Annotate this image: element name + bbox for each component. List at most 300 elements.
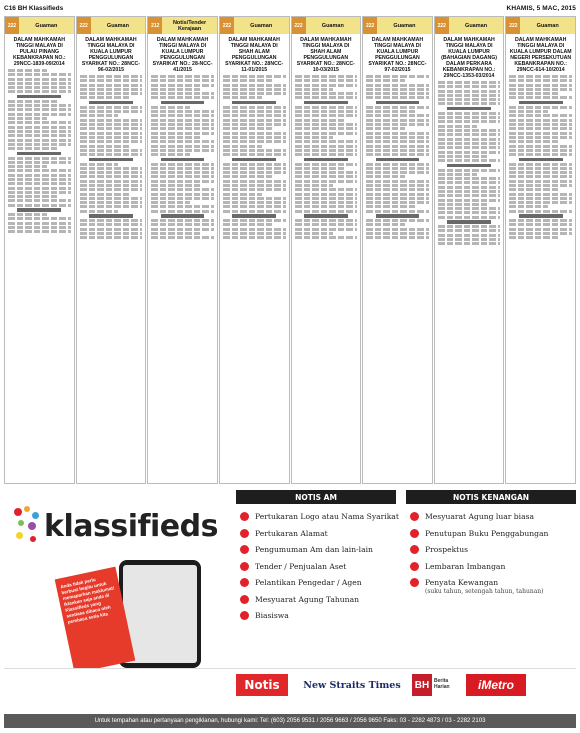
phone-illustration	[59, 560, 204, 670]
notice-text-line	[295, 123, 358, 126]
notice-title: DALAM MAHKAMAH TINGGI MALAYA DI KUALA LUMPUR PENGGULUNGAN SYARIKAT NO.: 28NCC-96-02/2015	[81, 37, 141, 73]
notice-text-line	[509, 201, 572, 204]
notice-text-line	[80, 92, 143, 95]
notice-text-line	[509, 197, 572, 200]
notice-text-line	[295, 136, 334, 139]
notice-text-line	[509, 171, 572, 174]
notice-text-line	[151, 88, 201, 91]
notice-text-line	[509, 149, 572, 152]
notice-text-line	[89, 214, 133, 217]
notice-text-line	[509, 236, 559, 239]
notice-text-line	[223, 175, 273, 178]
notice-text-line	[151, 149, 214, 152]
bullet-icon	[240, 595, 249, 604]
notice-text-line	[438, 94, 501, 97]
notice-text-line	[438, 102, 501, 105]
notice-text-line	[295, 219, 358, 222]
notice-text-line	[509, 232, 572, 235]
notice-text-line	[366, 145, 429, 148]
notice-text-line	[8, 199, 71, 202]
category-label: Guaman	[520, 17, 575, 34]
notice-text-line	[8, 174, 71, 177]
column-header	[435, 17, 504, 34]
bullet-icon	[240, 611, 249, 620]
notice-text-line	[509, 106, 572, 109]
notis-list	[240, 512, 400, 628]
page-header-date: KHAMIS, 5 MAC, 2015	[506, 5, 576, 12]
notice-text-line	[80, 184, 143, 187]
notice-text-line	[438, 216, 501, 219]
notice-text-line	[509, 163, 572, 166]
notice-text-line	[509, 228, 572, 231]
notice-text-line	[223, 228, 286, 231]
category-code: 222	[292, 17, 306, 34]
notice-text-line	[223, 232, 286, 235]
notice-text-line	[151, 153, 190, 156]
kenangan-list-item: Penutupan Buku Penggabungan	[410, 529, 576, 538]
notice-text-line	[509, 223, 572, 226]
notice-text-line	[151, 205, 214, 208]
notice-text-line	[151, 136, 201, 139]
notice-text-line	[80, 79, 143, 82]
notice-text-line	[8, 139, 71, 142]
notice-text-line	[438, 207, 501, 210]
notice-text-line	[366, 136, 429, 139]
notice-text-line	[438, 155, 488, 158]
notice-text-line	[438, 190, 501, 193]
notice-text-line	[438, 169, 501, 172]
contact-footer: Untuk tempahan atau pertanyaan pengiklanan, hubungi kami: Tel: (603) 2056 9531 / 2056 9663 / 2056 9650 Faks: 03 - 2282 4873 / 03 - 2282 2103	[4, 714, 576, 728]
notice-text-line	[509, 188, 559, 191]
notice-column	[291, 16, 362, 484]
notice-text-line	[151, 175, 214, 178]
notice-text-line	[80, 84, 143, 87]
notice-text-line	[295, 171, 358, 174]
notice-text-line	[366, 132, 429, 135]
notice-text-line	[366, 110, 416, 113]
notice-text-line	[438, 177, 501, 180]
notice-body	[5, 34, 74, 483]
notice-text-line	[366, 188, 429, 191]
notice-text-line	[438, 120, 501, 123]
notice-text-line	[223, 79, 273, 82]
notice-text	[295, 75, 358, 239]
category-code: 222	[435, 17, 449, 34]
column-header	[148, 17, 217, 34]
notice-text-line	[151, 84, 214, 87]
notice-text-line	[438, 138, 501, 141]
list-item-note: (suku tahun, setengah tahun, tahunan)	[425, 588, 544, 595]
notice-text-line	[509, 140, 559, 143]
notice-text-line	[151, 106, 190, 109]
notice-text-line	[151, 219, 214, 222]
brand-strip	[4, 668, 576, 708]
notice-text-line	[295, 232, 334, 235]
notice-body	[435, 34, 504, 483]
bullet-icon	[240, 562, 249, 571]
notice-text-line	[509, 180, 572, 183]
notice-text-line	[151, 75, 214, 78]
klassifieds-logo	[12, 502, 218, 550]
notice-title: DALAM MAHKAMAH TINGGI MALAYA DI KUALA LUMPUR PENGGULUNGAN SYARIKAT NO.: 28-NCC-41/2015	[152, 37, 213, 73]
notice-text-line	[295, 228, 358, 231]
notice-text	[80, 75, 143, 239]
column-header	[220, 17, 289, 34]
notice-text-line	[8, 191, 71, 194]
notice-text-line	[366, 163, 429, 166]
notis-list-item: Mesyuarat Agung Tahunan	[240, 595, 400, 604]
notice-text-line	[151, 114, 214, 117]
notice-text-line	[295, 193, 358, 196]
notice-text-line	[366, 201, 429, 204]
notice-text-line	[366, 232, 429, 235]
bullet-icon	[410, 545, 419, 554]
notice-title: DALAM MAHKAMAH TINGGI MALAYA DI SHAH ALAM PENGGULUNGAN SYARIKAT NO.: 28NCC-10-03/2015	[296, 37, 355, 73]
notice-text-line	[8, 230, 71, 233]
notice-text-line	[295, 184, 334, 187]
notice-text-line	[509, 84, 572, 87]
page-header	[4, 3, 576, 14]
notice-text-line	[438, 242, 501, 245]
notice-text-line	[8, 157, 71, 160]
notis-list-item: Pelantikan Pengedar / Agen	[240, 578, 400, 587]
notice-column	[362, 16, 433, 484]
notice-title: DALAM MAHKAMAH TINGGI MALAYA DI PULAU PINANG KEBANKRAPAN NO.: 29NCC-1839-09/2014	[12, 37, 66, 67]
notice-column	[505, 16, 576, 484]
metro-logo: iMetro	[466, 674, 526, 696]
notice-text-line	[8, 108, 71, 111]
notice-text-line	[8, 130, 71, 133]
notice-text-line	[509, 79, 572, 82]
notice-text-line	[509, 205, 548, 208]
notice-text-line	[295, 201, 358, 204]
notice-text-line	[89, 158, 133, 161]
notice-text-line	[438, 181, 501, 184]
notice-text-line	[304, 101, 348, 104]
notice-text-line	[151, 96, 214, 99]
notice-text-line	[232, 214, 276, 217]
notice-text-line	[151, 223, 214, 226]
notice-text-line	[438, 229, 501, 232]
notice-text-line	[223, 223, 273, 226]
notice-text-line	[509, 132, 572, 135]
category-label: Guaman	[306, 17, 361, 34]
notice-column	[219, 16, 290, 484]
notice-text-line	[438, 98, 501, 101]
notice-text-line	[223, 114, 286, 117]
notice-text-line	[295, 140, 358, 143]
notice-text-line	[366, 223, 405, 226]
notice-text-line	[151, 184, 201, 187]
notice-text-line	[151, 188, 214, 191]
notice-title: DALAM MAHKAMAH TINGGI MALAYA DI SHAH ALAM PENGGULUNGAN SYARIKAT NO.: 28NCC-11-01/2015	[225, 37, 284, 73]
notice-text-line	[366, 127, 405, 130]
notice-text	[366, 75, 429, 239]
notice-text-line	[509, 145, 572, 148]
notice-text-line	[223, 140, 286, 143]
notice-text-line	[366, 167, 429, 170]
notice-text-line	[509, 123, 572, 126]
notice-text-line	[151, 193, 214, 196]
notice-text-line	[295, 197, 358, 200]
notice-text-line	[8, 204, 71, 207]
notice-text-line	[438, 225, 501, 228]
notice-text-line	[223, 197, 286, 200]
notice-text-line	[151, 92, 214, 95]
notice-text-line	[509, 153, 572, 156]
notice-text-line	[295, 132, 358, 135]
notice-text-line	[366, 205, 416, 208]
notice-text-line	[80, 145, 130, 148]
notice-text-line	[151, 119, 214, 122]
column-header	[506, 17, 575, 34]
kenangan-list-item: Lembaran Imbangan	[410, 562, 576, 571]
notice-text-line	[223, 163, 286, 166]
notice-text-line	[8, 178, 71, 181]
notice-text-line	[232, 101, 276, 104]
kenangan-list-item: Prospektus	[410, 545, 576, 554]
notice-text-line	[223, 149, 286, 152]
category-code: 222	[363, 17, 377, 34]
notice-text-line	[8, 182, 71, 185]
notice-text-line	[295, 167, 345, 170]
notice-text-line	[519, 214, 563, 217]
notice-text-line	[8, 147, 58, 150]
notice-text-line	[8, 134, 71, 137]
notice-text-line	[80, 171, 143, 174]
notice-text-line	[509, 110, 548, 113]
kenangan-list	[410, 512, 576, 604]
notice-text-line	[161, 101, 205, 104]
bullet-icon	[240, 529, 249, 538]
category-label: Guaman	[19, 17, 74, 34]
notice-text-line	[223, 201, 286, 204]
notice-text	[8, 69, 71, 233]
notice-text-line	[438, 211, 501, 214]
notice-text-line	[223, 188, 286, 191]
notice-text-line	[8, 222, 71, 225]
notice-text-line	[438, 85, 501, 88]
notice-text-line	[438, 90, 501, 93]
notice-text-line	[80, 149, 143, 152]
notice-text-line	[295, 92, 358, 95]
notice-text-line	[366, 92, 429, 95]
notice-text-line	[438, 112, 501, 115]
notice-text-line	[366, 210, 429, 213]
notice-text-line	[8, 161, 71, 164]
nst-logo: New Straits Times	[303, 679, 401, 691]
notice-text-line	[89, 101, 133, 104]
notice-text-line	[8, 73, 71, 76]
bullet-icon	[240, 578, 249, 587]
notice-text-line	[8, 143, 71, 146]
notice-text-line	[80, 75, 143, 78]
notice-title: DALAM MAHKAMAH TINGGI MALAYA DI KUALA LUMPUR DALAM NEGERI PERSEKUTUAN KEBANKRAPAN NO.: 29NCC-614-10/2014	[509, 37, 572, 73]
notice-text-line	[80, 167, 143, 170]
category-label: Guaman	[449, 17, 504, 34]
notice-text-line	[80, 219, 143, 222]
notice-text-line	[366, 96, 429, 99]
notice-text-line	[295, 205, 358, 208]
notice-text-line	[509, 92, 559, 95]
notice-text-line	[80, 201, 143, 204]
notice-text-line	[376, 101, 420, 104]
notice-text-line	[438, 194, 501, 197]
notice-text-line	[80, 223, 143, 226]
notice-text-line	[80, 193, 130, 196]
notice-text-line	[366, 140, 429, 143]
notice-text-line	[151, 201, 190, 204]
notice-text-line	[223, 127, 273, 130]
bullet-icon	[240, 512, 249, 521]
notice-text-line	[80, 180, 143, 183]
column-header	[363, 17, 432, 34]
notice-text-line	[509, 167, 572, 170]
bullet-icon	[410, 562, 419, 571]
notice-text-line	[295, 75, 358, 78]
notice-text-line	[438, 146, 501, 149]
notice-text-line	[151, 180, 214, 183]
notice-text-line	[151, 197, 214, 200]
notice-text-line	[161, 158, 205, 161]
category-code: 222	[506, 17, 520, 34]
notice-text-line	[366, 228, 429, 231]
notis-kenangan-heading: NOTIS KENANGAN	[406, 490, 576, 504]
notice-text-line	[438, 142, 501, 145]
bullet-icon	[410, 578, 419, 587]
notice-text-line	[366, 197, 429, 200]
notice-text-line	[8, 213, 47, 216]
notis-list-item: Pertukaran Alamat	[240, 529, 400, 538]
notice-text-line	[438, 133, 501, 136]
notice-text-line	[295, 127, 358, 130]
notice-text-line	[366, 171, 429, 174]
notice-text-line	[295, 210, 358, 213]
notice-text-line	[223, 136, 286, 139]
notice-text-line	[366, 175, 405, 178]
bh-wordmark: Berita Harian	[434, 678, 450, 690]
notice-text-line	[223, 132, 286, 135]
notice-text-line	[8, 113, 71, 116]
notice-text-line	[295, 149, 358, 152]
notice-text-line	[519, 101, 563, 104]
category-label: Guaman	[377, 17, 432, 34]
notice-text-line	[223, 153, 286, 156]
notice-text-line	[17, 95, 61, 98]
notice-text-line	[376, 158, 420, 161]
notice-text-line	[366, 193, 429, 196]
notice-text-line	[366, 153, 429, 156]
notice-text-line	[295, 153, 358, 156]
category-code: 222	[5, 17, 19, 34]
notice-text-line	[223, 84, 286, 87]
notice-text-line	[8, 78, 71, 81]
notis-logo: Notis	[236, 674, 288, 696]
notice-text-line	[366, 106, 429, 109]
notice-text-line	[295, 175, 358, 178]
notice-text-line	[509, 119, 572, 122]
notice-text-line	[223, 106, 286, 109]
notice-text-line	[438, 203, 488, 206]
notice-text-line	[447, 220, 491, 223]
notice-body	[220, 34, 289, 483]
notice-text-line	[295, 223, 358, 226]
notice-text-line	[447, 164, 491, 167]
notice-text-line	[223, 110, 286, 113]
notice-text-line	[295, 96, 358, 99]
notice-text-line	[80, 140, 143, 143]
notice-text-line	[223, 219, 286, 222]
notice-text-line	[161, 214, 205, 217]
notice-text-line	[304, 158, 348, 161]
notis-list-item: Pengumuman Am dan lain-lain	[240, 545, 400, 554]
notice-text-line	[8, 86, 71, 89]
bullet-icon	[410, 512, 419, 521]
column-header	[77, 17, 146, 34]
notice-body	[506, 34, 575, 483]
notice-text-line	[366, 84, 429, 87]
promo-tag: Anda tidak perlu berbuat begitu untuk memaparkan maklumat! Iklankan saja anda di Klassifieds yang sentiasa dibaca oleh pembaca setia kita	[55, 567, 136, 674]
notice-text-line	[223, 193, 262, 196]
notice-text-line	[295, 188, 358, 191]
notice-text-line	[8, 104, 71, 107]
notice-text-line	[438, 125, 477, 128]
notice-text-line	[295, 145, 358, 148]
notice-text-line	[366, 184, 429, 187]
notice-text-line	[438, 129, 501, 132]
notice-text-line	[8, 100, 58, 103]
notice-text-line	[151, 140, 214, 143]
notice-text-line	[295, 84, 358, 87]
notice-text-line	[151, 167, 214, 170]
notice-text-line	[8, 69, 47, 72]
notice-text-line	[151, 110, 214, 113]
notice-text-line	[366, 119, 429, 122]
notice-text-line	[509, 175, 572, 178]
notice-text-line	[80, 163, 119, 166]
notice-text-line	[80, 132, 143, 135]
notice-text-line	[223, 123, 286, 126]
notice-text-line	[151, 171, 214, 174]
notice-text-line	[80, 123, 143, 126]
category-code: 222	[77, 17, 91, 34]
notice-text-line	[438, 238, 501, 241]
notice-column	[76, 16, 147, 484]
notice-text-line	[509, 193, 572, 196]
notice-text-line	[151, 210, 214, 213]
notice-text-line	[151, 232, 201, 235]
notice-text-line	[80, 96, 130, 99]
notice-text-line	[295, 119, 345, 122]
kenangan-list-item: Penyata Kewangan (suku tahun, setengah tahun, tahunan)	[410, 578, 576, 596]
notice-text-line	[519, 158, 563, 161]
page-header-left: C16 BH Klassifieds	[4, 5, 64, 12]
notice-text-line	[366, 123, 429, 126]
notice-text-line	[509, 114, 572, 117]
notice-text-line	[80, 228, 143, 231]
promo-section	[4, 490, 576, 720]
notice-text-line	[509, 219, 572, 222]
notice-text	[509, 75, 572, 239]
notice-title: DALAM MAHKAMAH TINGGI MALAYA DI KUALA LUMPUR (BAHAGIAN DAGANG) DALAM PERKARA KEBANKRAPAN NO.: 29NCC-1353-03/2014	[441, 37, 498, 79]
notice-text-line	[295, 180, 358, 183]
notice-text-line	[80, 232, 143, 235]
notice-text-line	[80, 110, 143, 113]
notice-text-line	[509, 127, 572, 130]
notice-text-line	[80, 197, 143, 200]
notice-text-line	[366, 180, 429, 183]
notice-text-line	[151, 236, 214, 239]
